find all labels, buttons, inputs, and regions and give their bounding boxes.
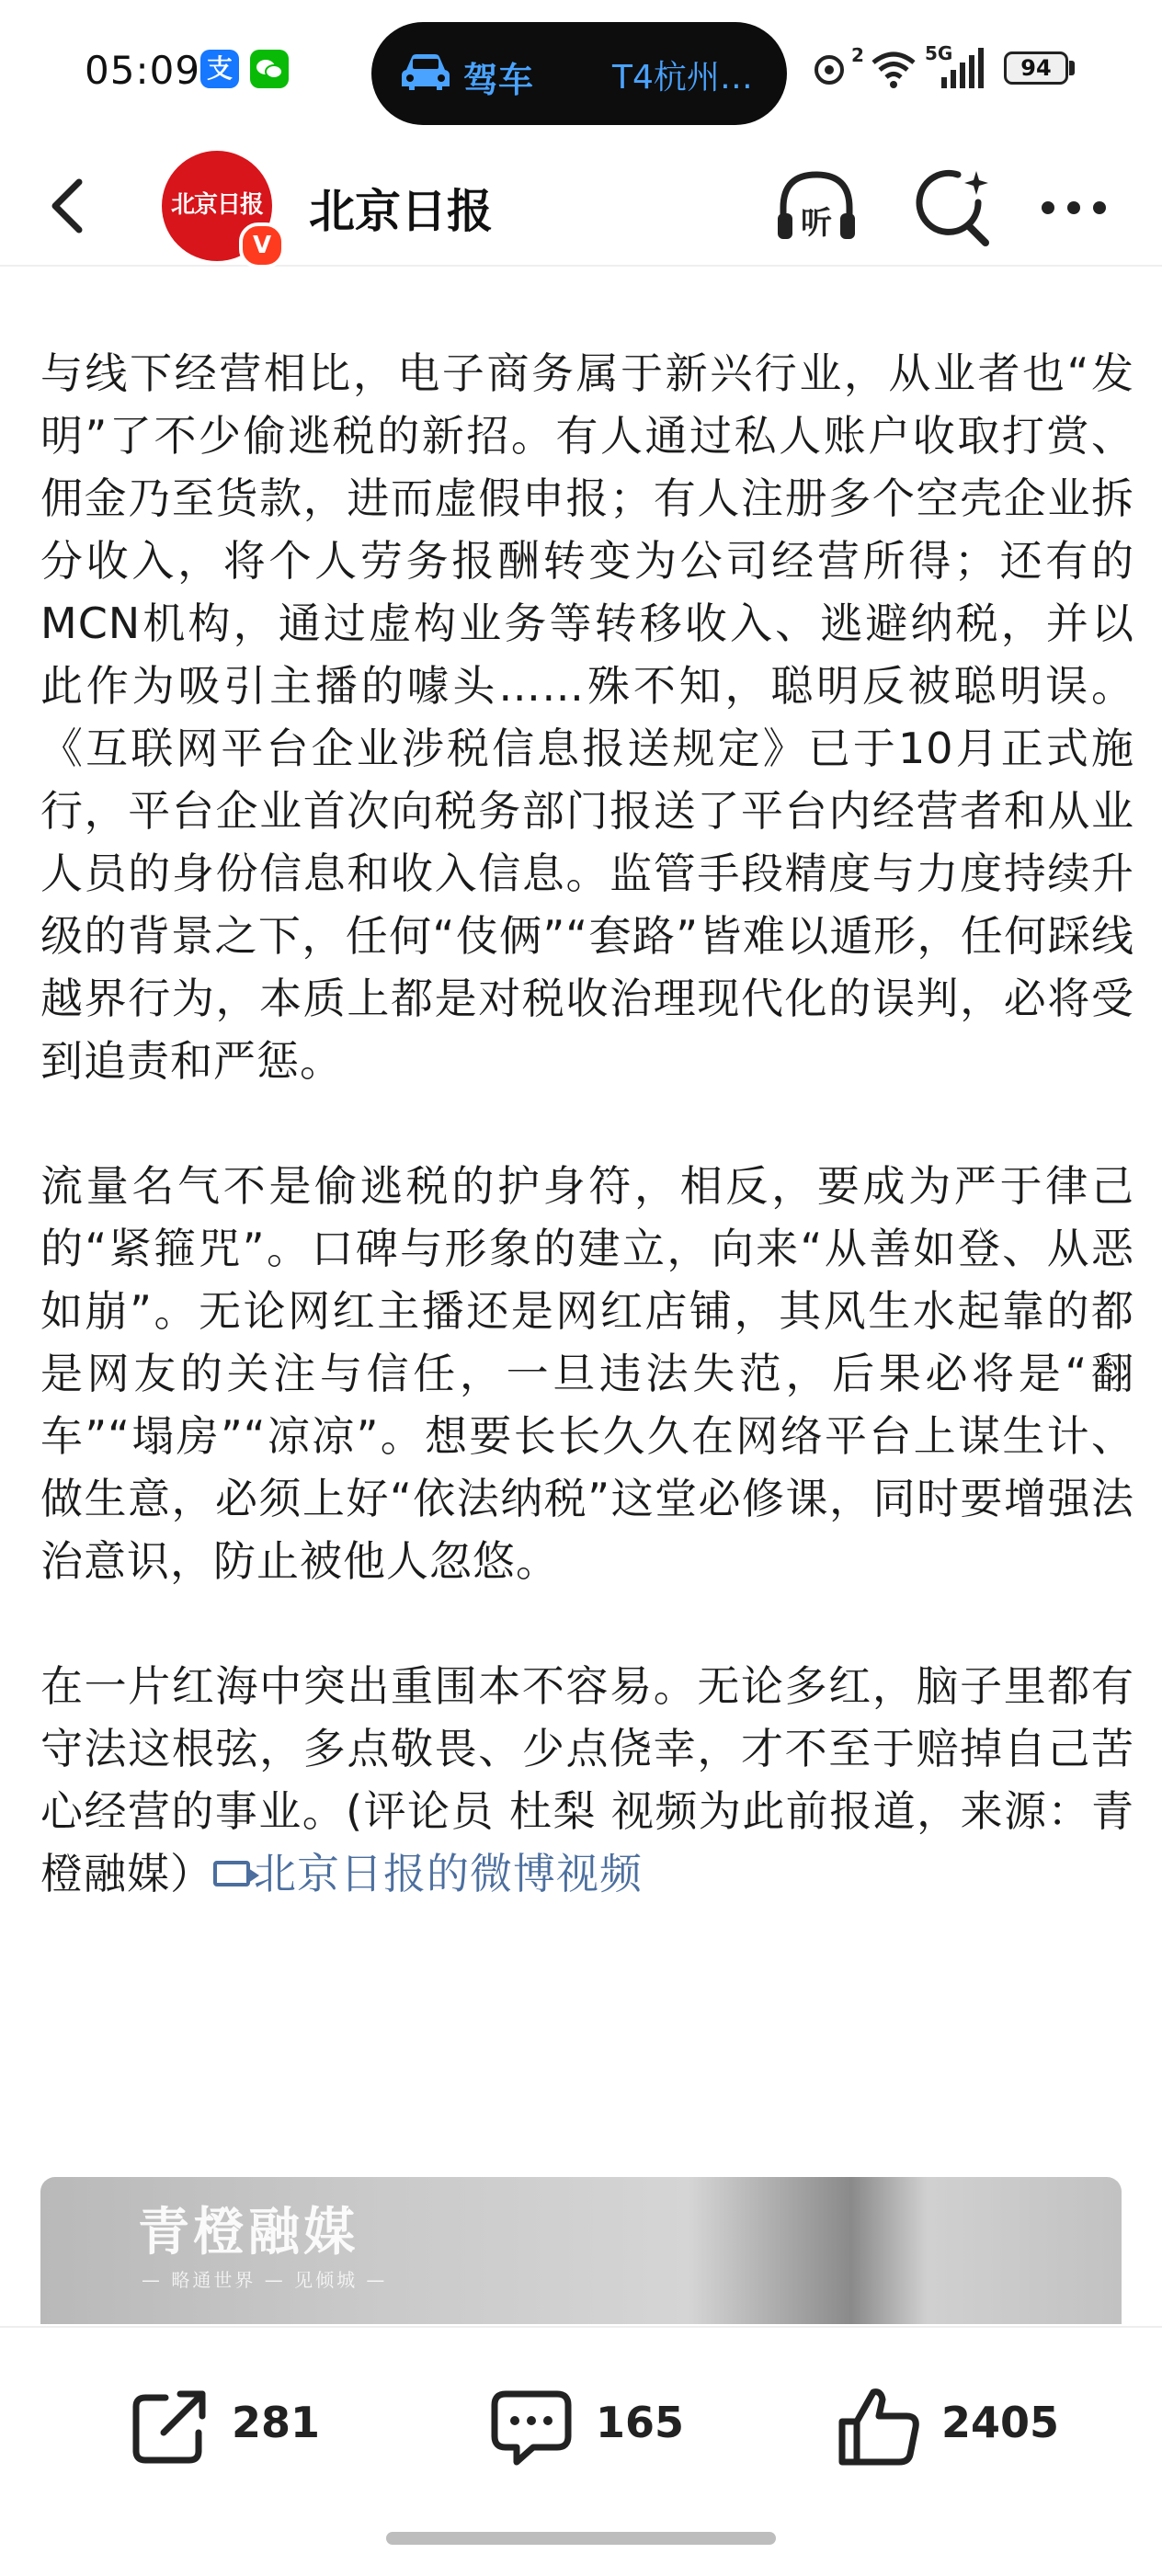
ai-search-icon — [905, 162, 997, 254]
chevron-left-icon — [37, 160, 101, 252]
account-name[interactable]: 北京日报 — [309, 185, 493, 238]
more-options-button[interactable] — [1028, 162, 1120, 254]
car-icon — [399, 50, 452, 94]
wifi-icon — [870, 46, 917, 92]
like-button[interactable] — [835, 2376, 1074, 2468]
thumbs-up-icon — [835, 2385, 923, 2468]
video-link-text: 北京日报的微博视频 — [254, 1849, 643, 1898]
verified-badge: V — [239, 222, 285, 268]
share-button[interactable] — [129, 2376, 349, 2468]
listen-label: 听 — [801, 205, 832, 242]
headphones-icon — [770, 162, 862, 254]
share-count: 281 — [232, 2398, 321, 2447]
article-paragraph-text: 在一片红海中突出重围本不容易。无论多红，脑子里都有守法这根弦，多点敬畏、少点侥幸，才不至于赔掉自己苦心经营的事业。(评论员 杜梨 视频为此前报道，来源：青橙融媒） — [40, 1661, 1134, 1898]
nav-header — [0, 147, 1162, 267]
status-bar — [0, 0, 1162, 147]
video-link-icon — [213, 1861, 250, 1886]
comment-icon — [487, 2385, 575, 2468]
share-icon — [129, 2385, 211, 2468]
back-button[interactable] — [37, 160, 101, 252]
avatar-logo: 北京日报 — [170, 191, 263, 219]
comment-button[interactable] — [487, 2376, 708, 2468]
sim-slot: 2 — [851, 44, 864, 66]
article-paragraph: 流量名气不是偷逃税的护身符，相反，要成为严于律己的“紧箍咒”。口碑与形象的建立，向来“从善如登、从恶如崩”。无论网红主播还是网红店铺，其风生水起靠的都是网友的关注与信任，一旦违法失范，后果必将是“翻车”“塌房”“凉凉”。想要长长久久在网络平台上谋生计、做生意，必须上好“依法纳税”这堂必修课，同时要增强法治意识，防止被他人忽悠。 — [40, 1161, 1134, 1586]
search-button[interactable] — [905, 162, 997, 254]
article-paragraph-final — [40, 1655, 1134, 1905]
alipay-icon: 支 — [200, 50, 239, 88]
drive-destination: T4杭州… — [612, 59, 753, 97]
drive-label: 驾车 — [463, 60, 534, 100]
network-type: 5G — [925, 42, 953, 64]
more-horizontal-icon — [1028, 162, 1120, 254]
video-thumbnail[interactable] — [40, 2177, 1122, 2324]
article-paragraph: 与线下经营相比，电子商务属于新兴行业，从业者也“发明”了不少偷逃税的新招。有人通过私人账户收取打赏、佣金乃至货款，进而虚假申报；有人注册多个空壳企业拆分收入，将个人劳务报酬转变为公司经营所得；还有的MCN机构，通过虚构业务等转移收入、逃避纳税，并以此作为吸引主播的噱头……殊不知，聪明反被聪明误。《互联网平台企业涉税信息报送规定》已于10月正式施行，平台企业首次向税务部门报送了平台内经营者和从业人员的身份信息和收入信息。监管手段精度与力度持续升级的背景之下，任何“伎俩”“套路”皆难以遁形，任何踩线越界行为，本质上都是对税收治理现代化的误判，必将受到追责和严惩。 — [40, 348, 1134, 1086]
video-watermark-title: 青橙融媒 — [138, 2203, 359, 2263]
battery-indicator: 94 — [1004, 51, 1068, 85]
like-count: 2405 — [941, 2398, 1060, 2447]
bottom-action-bar — [0, 2326, 1162, 2576]
signal-icon — [940, 46, 984, 92]
comment-count: 165 — [596, 2398, 685, 2447]
driving-navigation-pill[interactable] — [371, 22, 787, 125]
battery-tip — [1069, 61, 1075, 75]
hotspot-icon — [811, 46, 857, 92]
weibo-video-link[interactable] — [213, 1849, 643, 1898]
article-body — [40, 342, 1134, 1905]
home-indicator[interactable] — [386, 2532, 776, 2545]
listen-button[interactable] — [770, 162, 862, 254]
wechat-icon — [250, 50, 289, 88]
status-time: 05:09 — [85, 48, 201, 93]
avatar[interactable] — [162, 151, 272, 261]
video-watermark-subtitle: — 略通世界 — 见倾城 — — [142, 2269, 388, 2291]
